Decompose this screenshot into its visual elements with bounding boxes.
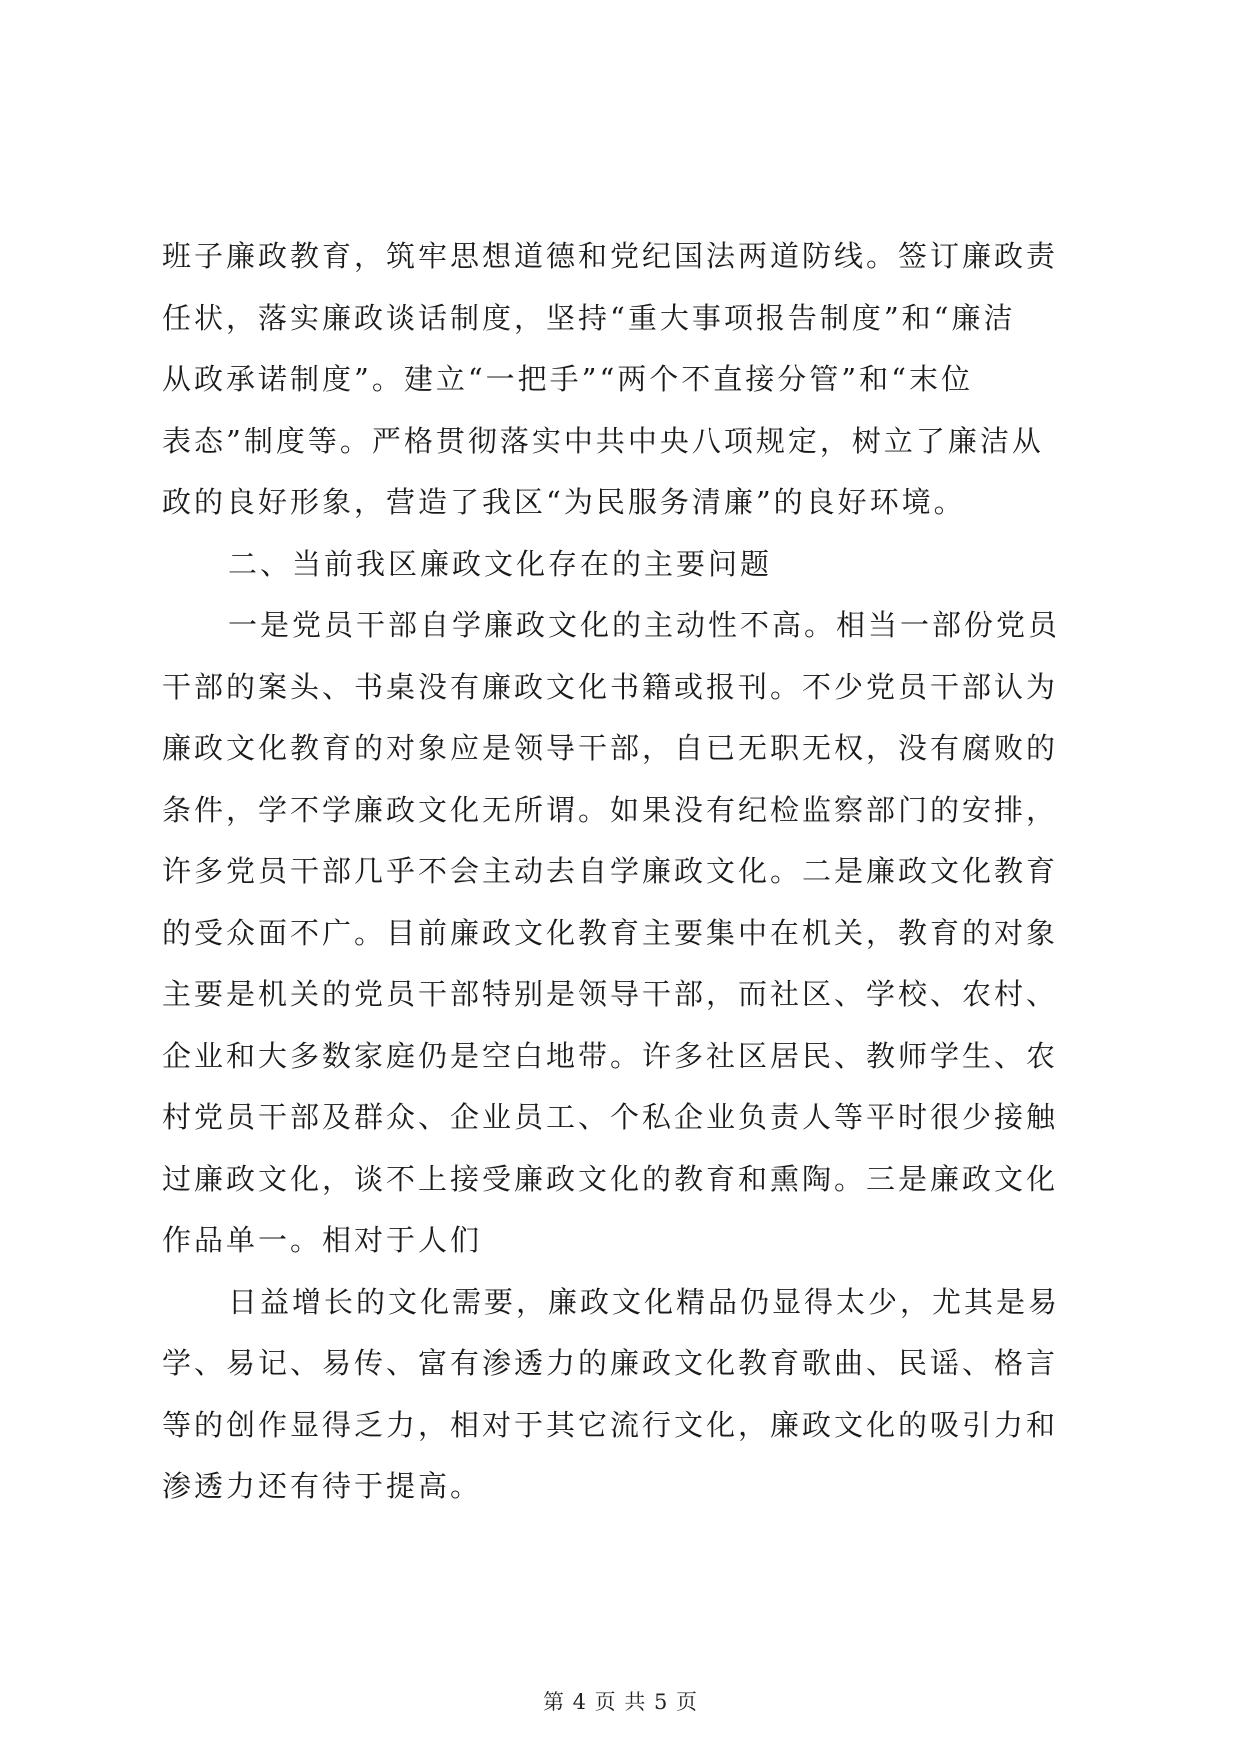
text-line: 许多党员干部几乎不会主动去自学廉政文化。二是廉政文化教育	[162, 854, 1059, 888]
text-line: 作品单一。相对于人们	[162, 1223, 483, 1257]
document-body	[162, 226, 1092, 1518]
text-line: 条件，学不学廉政文化无所谓。如果没有纪检监察部门的安排，	[162, 792, 1059, 827]
text-line: 等的创作显得乏力，相对于其它流行文化，廉政文化的吸引力和	[162, 1407, 1059, 1442]
text-line: 的受众面不广。目前廉政文化教育主要集中在机关，教育的对象	[162, 915, 1059, 950]
text-line: 政的良好形象，营造了我区“为民服务清廉”的良好环境。	[162, 485, 966, 519]
text-line: 班子廉政教育，筑牢思想道德和党纪国法两道防线。签订廉政责	[162, 239, 1059, 273]
text-line: 表态”制度等。严格贯彻落实中共中央八项规定，树立了廉洁从	[162, 423, 1044, 458]
text-line: 渗透力还有待于提高。	[162, 1469, 483, 1503]
page-number-footer: 第 4 页 共 5 页	[542, 1690, 699, 1714]
text-line: 企业和大多数家庭仍是空白地带。许多社区居民、教师学生、农	[162, 1038, 1059, 1073]
text-line: 任状，落实廉政谈话制度，坚持“重大事项报告制度”和“廉洁	[162, 300, 1016, 335]
section-heading: 二、当前我区廉政文化存在的主要问题	[228, 546, 773, 581]
text-line: 日益增长的文化需要，廉政文化精品仍显得太少，尤其是易	[228, 1284, 1061, 1319]
text-line: 干部的案头、书桌没有廉政文化书籍或报刊。不少党员干部认为	[162, 669, 1059, 704]
text-line: 学、易记、易传、富有渗透力的廉政文化教育歌曲、民谣、格言	[162, 1346, 1059, 1380]
text-line: 过廉政文化，谈不上接受廉政文化的教育和熏陶。三是廉政文化	[162, 1161, 1059, 1196]
text-line: 从政承诺制度”。建立“一把手”“两个不直接分管”和“末位	[162, 362, 973, 396]
text-line: 主要是机关的党员干部特别是领导干部，而社区、学校、农村、	[162, 977, 1059, 1011]
text-line: 村党员干部及群众、企业员工、个私企业负责人等平时很少接触	[162, 1100, 1059, 1134]
text-line: 廉政文化教育的对象应是领导干部，自已无职无权，没有腐败的	[162, 731, 1059, 765]
text-line: 一是党员干部自学廉政文化的主动性不高。相当一部份党员	[228, 608, 1061, 642]
